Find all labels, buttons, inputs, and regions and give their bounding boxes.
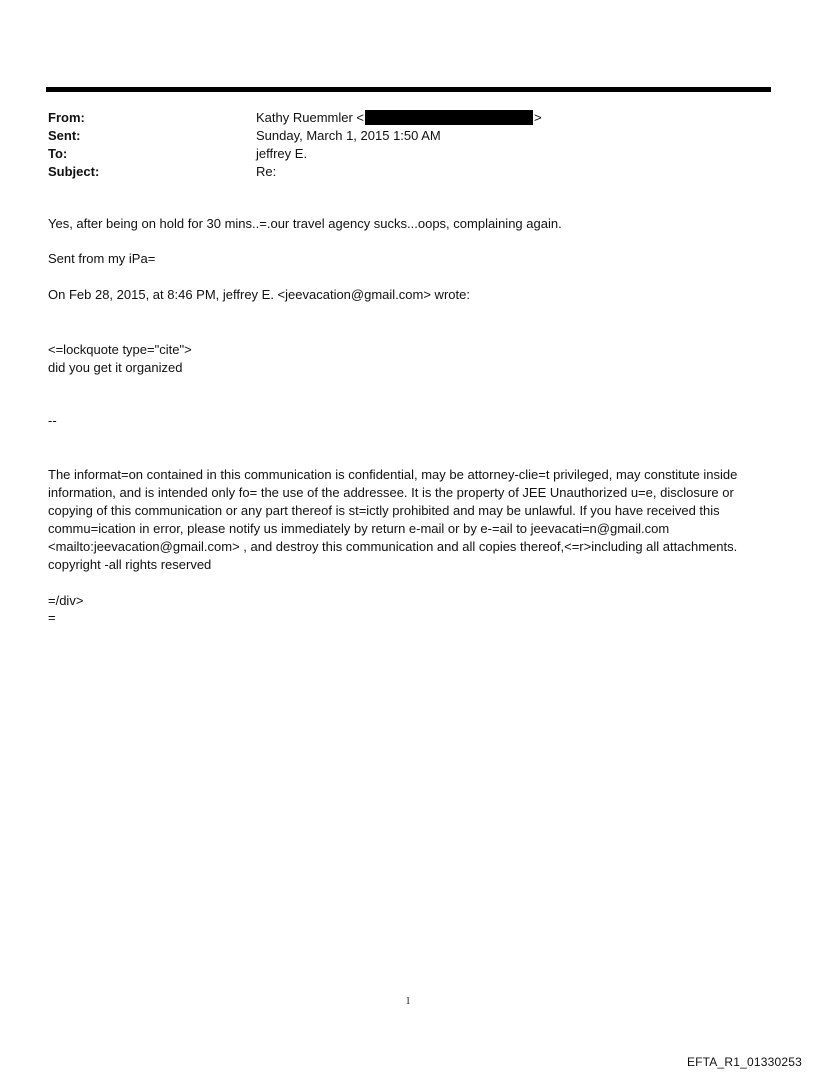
trailing-equals: = [48, 610, 56, 625]
sent-label: Sent: [48, 128, 81, 143]
sent-row [48, 127, 542, 145]
from-value [256, 109, 542, 127]
quoted-intro-line: On Feb 28, 2015, at 8:46 PM, jeffrey E. <jeevacation@gmail.com> wrote: [48, 287, 470, 302]
confidentiality-disclaimer: The informat=on contained in this communication is confidential, may be attorney-clie=t privileged, may constitute inside information, and is intended only fo= the use of the addressee. It is the property of JEE Unauthorized u=e, disclosure or copying of this communication or any part thereof is st=ictly prohibited and may be unlawful. If you have received this commu=ication in error, please notify us immediately by return e-mail or by e-=ail to jeevacati=n@gmail.com <mailto:jeevacation@gmail.com> , and destroy this communication and all copies thereof,<=r>including all attachments. copyright -all rights reserved [48, 467, 741, 572]
to-label: To: [48, 146, 68, 161]
div-close-tag: =/div> [48, 593, 84, 608]
quoted-message: did you get it organized [48, 360, 183, 375]
sent-from-line: Sent from my iPa= [48, 251, 156, 266]
from-close: > [534, 110, 542, 125]
from-name: Kathy Ruemmler < [256, 110, 365, 125]
email-header [48, 109, 542, 181]
sent-value: Sunday, March 1, 2015 1:50 AM [256, 128, 441, 143]
message-line-1: Yes, after being on hold for 30 mins..=.our travel agency sucks...oops, complaining again. [48, 216, 562, 231]
to-row [48, 145, 542, 163]
signature-dashes: -- [48, 413, 57, 428]
from-row [48, 109, 542, 127]
bates-number: EFTA_R1_01330253 [686, 1055, 802, 1069]
header-rule [46, 87, 771, 92]
subject-row [48, 163, 542, 181]
subject-value: Re: [256, 164, 277, 179]
redaction-bar [365, 110, 533, 125]
from-label: From: [48, 110, 85, 125]
to-value: jeffrey E. [256, 146, 308, 161]
page-number: 1 [405, 996, 411, 1007]
blockquote-tag: <=lockquote type="cite"> [48, 342, 192, 357]
subject-label: Subject: [48, 164, 100, 179]
